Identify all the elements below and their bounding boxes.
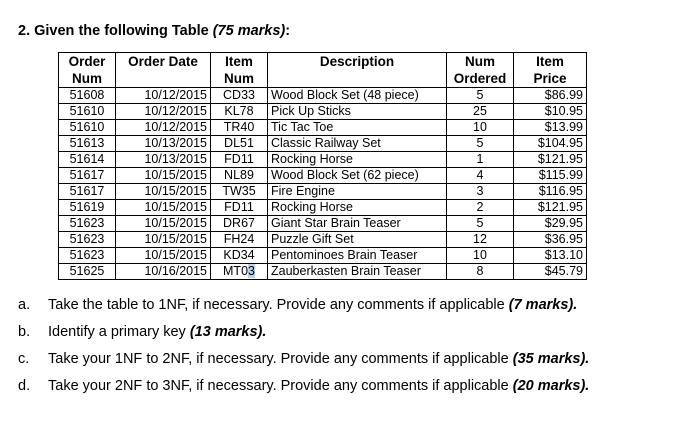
description-cell: Rocking Horse bbox=[268, 200, 447, 216]
sub-question-marks: (20 marks). bbox=[512, 378, 590, 394]
table-row bbox=[59, 184, 587, 200]
item-num-cell bbox=[211, 264, 268, 280]
description-cell: Wood Block Set (62 piece) bbox=[268, 168, 447, 184]
order-date-cell: 10/13/2015 bbox=[116, 152, 211, 168]
num-ordered-cell: 5 bbox=[447, 88, 514, 104]
order-num-cell: 51619 bbox=[59, 200, 116, 216]
question-text: Given the following Table bbox=[34, 23, 209, 39]
num-ordered-cell: 8 bbox=[447, 264, 514, 280]
header-item-price-2: Price bbox=[514, 70, 587, 88]
order-date-cell: 10/13/2015 bbox=[116, 136, 211, 152]
sub-question-b bbox=[18, 323, 589, 350]
order-num-cell: 51625 bbox=[59, 264, 116, 280]
sub-question-letter: b. bbox=[18, 324, 31, 340]
item-num-cell: DR67 bbox=[211, 216, 268, 232]
orders-table bbox=[58, 52, 587, 280]
table-row bbox=[59, 200, 587, 216]
item-num-cell: NL89 bbox=[211, 168, 268, 184]
table-row bbox=[59, 216, 587, 232]
num-ordered-cell: 10 bbox=[447, 120, 514, 136]
item-num-cell: FH24 bbox=[211, 232, 268, 248]
num-ordered-cell: 10 bbox=[447, 248, 514, 264]
order-num-cell: 51617 bbox=[59, 168, 116, 184]
description-cell: Fire Engine bbox=[268, 184, 447, 200]
table-row bbox=[59, 120, 587, 136]
table-row bbox=[59, 248, 587, 264]
sub-question-a bbox=[18, 296, 589, 323]
sub-question-text: Take your 2NF to 3NF, if necessary. Provide any comments if applicable bbox=[48, 378, 509, 394]
order-num-cell: 51610 bbox=[59, 104, 116, 120]
order-date-cell: 10/15/2015 bbox=[116, 168, 211, 184]
num-ordered-cell: 12 bbox=[447, 232, 514, 248]
item-price-cell: $45.79 bbox=[514, 264, 587, 280]
num-ordered-cell: 3 bbox=[447, 184, 514, 200]
item-price-cell: $13.10 bbox=[514, 248, 587, 264]
order-date-cell: 10/15/2015 bbox=[116, 232, 211, 248]
order-date-cell: 10/15/2015 bbox=[116, 184, 211, 200]
item-price-cell: $116.95 bbox=[514, 184, 587, 200]
description-cell: Pentominoes Brain Teaser bbox=[268, 248, 447, 264]
description-cell: Tic Tac Toe bbox=[268, 120, 447, 136]
num-ordered-cell: 1 bbox=[447, 152, 514, 168]
item-price-cell: $104.95 bbox=[514, 136, 587, 152]
order-date-cell: 10/15/2015 bbox=[116, 200, 211, 216]
question-marks: (75 marks) bbox=[212, 23, 286, 39]
sub-question-marks: (13 marks). bbox=[189, 324, 267, 340]
order-num-cell: 51623 bbox=[59, 216, 116, 232]
header-order-date: Order Date bbox=[116, 53, 211, 88]
order-num-cell: 51614 bbox=[59, 152, 116, 168]
sub-question-marks: (35 marks). bbox=[512, 351, 590, 367]
item-price-cell: $10.95 bbox=[514, 104, 587, 120]
num-ordered-cell: 5 bbox=[447, 136, 514, 152]
header-num-ordered-2: Ordered bbox=[447, 70, 514, 88]
item-price-cell: $36.95 bbox=[514, 232, 587, 248]
description-cell: Giant Star Brain Teaser bbox=[268, 216, 447, 232]
sub-question-c bbox=[18, 350, 589, 377]
sub-question-letter: c. bbox=[18, 351, 30, 367]
description-cell: Classic Railway Set bbox=[268, 136, 447, 152]
order-date-cell: 10/12/2015 bbox=[116, 104, 211, 120]
header-order-num-2: Num bbox=[59, 70, 116, 88]
question-heading bbox=[18, 23, 290, 39]
header-order-num: Order bbox=[59, 53, 116, 71]
table-row bbox=[59, 264, 587, 280]
order-date-cell: 10/12/2015 bbox=[116, 120, 211, 136]
table-row bbox=[59, 152, 587, 168]
order-num-cell: 51608 bbox=[59, 88, 116, 104]
sub-question-text: Take the table to 1NF, if necessary. Provide any comments if applicable bbox=[48, 297, 505, 313]
order-num-cell: 51617 bbox=[59, 184, 116, 200]
item-price-cell: $121.95 bbox=[514, 200, 587, 216]
sub-question-letter: a. bbox=[18, 297, 31, 313]
description-cell: Puzzle Gift Set bbox=[268, 232, 447, 248]
order-num-cell: 51613 bbox=[59, 136, 116, 152]
header-num-ordered: Num bbox=[447, 53, 514, 71]
description-cell: Pick Up Sticks bbox=[268, 104, 447, 120]
table-row bbox=[59, 168, 587, 184]
question-number: 2. bbox=[18, 23, 31, 39]
item-price-cell: $29.95 bbox=[514, 216, 587, 232]
item-num-cell: KD34 bbox=[211, 248, 268, 264]
table-row bbox=[59, 232, 587, 248]
item-price-cell: $115.99 bbox=[514, 168, 587, 184]
heading-colon: : bbox=[285, 23, 291, 39]
order-date-cell: 10/12/2015 bbox=[116, 88, 211, 104]
sub-questions-list bbox=[18, 296, 589, 404]
num-ordered-cell: 4 bbox=[447, 168, 514, 184]
num-ordered-cell: 5 bbox=[447, 216, 514, 232]
item-price-cell: $86.99 bbox=[514, 88, 587, 104]
order-date-cell: 10/15/2015 bbox=[116, 248, 211, 264]
text-selection-highlight[interactable]: 3 bbox=[248, 264, 255, 278]
header-description: Description bbox=[268, 53, 447, 88]
item-num-cell: FD11 bbox=[211, 200, 268, 216]
item-num-cell: FD11 bbox=[211, 152, 268, 168]
header-item-num-2: Num bbox=[211, 70, 268, 88]
item-num-cell: DL51 bbox=[211, 136, 268, 152]
sub-question-text: Take your 1NF to 2NF, if necessary. Provide any comments if applicable bbox=[48, 351, 509, 367]
header-item-num: Item bbox=[211, 53, 268, 71]
item-num-cell: TR40 bbox=[211, 120, 268, 136]
header-item-price: Item bbox=[514, 53, 587, 71]
num-ordered-cell: 25 bbox=[447, 104, 514, 120]
order-num-cell: 51623 bbox=[59, 232, 116, 248]
item-num-cell: KL78 bbox=[211, 104, 268, 120]
order-num-cell: 51610 bbox=[59, 120, 116, 136]
order-num-cell: 51623 bbox=[59, 248, 116, 264]
table-row bbox=[59, 104, 587, 120]
order-date-cell: 10/15/2015 bbox=[116, 216, 211, 232]
description-cell: Wood Block Set (48 piece) bbox=[268, 88, 447, 104]
item-price-cell: $13.99 bbox=[514, 120, 587, 136]
sub-question-letter: d. bbox=[18, 378, 31, 394]
item-num-cell: CD33 bbox=[211, 88, 268, 104]
item-num-cell: TW35 bbox=[211, 184, 268, 200]
item-price-cell: $121.95 bbox=[514, 152, 587, 168]
sub-question-text: Identify a primary key bbox=[48, 324, 186, 340]
item-num-prefix: MT0 bbox=[223, 264, 249, 278]
table-row bbox=[59, 88, 587, 104]
description-cell: Zauberkasten Brain Teaser bbox=[268, 264, 447, 280]
sub-question-d bbox=[18, 377, 589, 404]
header-row bbox=[59, 53, 587, 71]
table-row bbox=[59, 136, 587, 152]
num-ordered-cell: 2 bbox=[447, 200, 514, 216]
description-cell: Rocking Horse bbox=[268, 152, 447, 168]
sub-question-marks: (7 marks). bbox=[508, 297, 578, 313]
order-date-cell: 10/16/2015 bbox=[116, 264, 211, 280]
